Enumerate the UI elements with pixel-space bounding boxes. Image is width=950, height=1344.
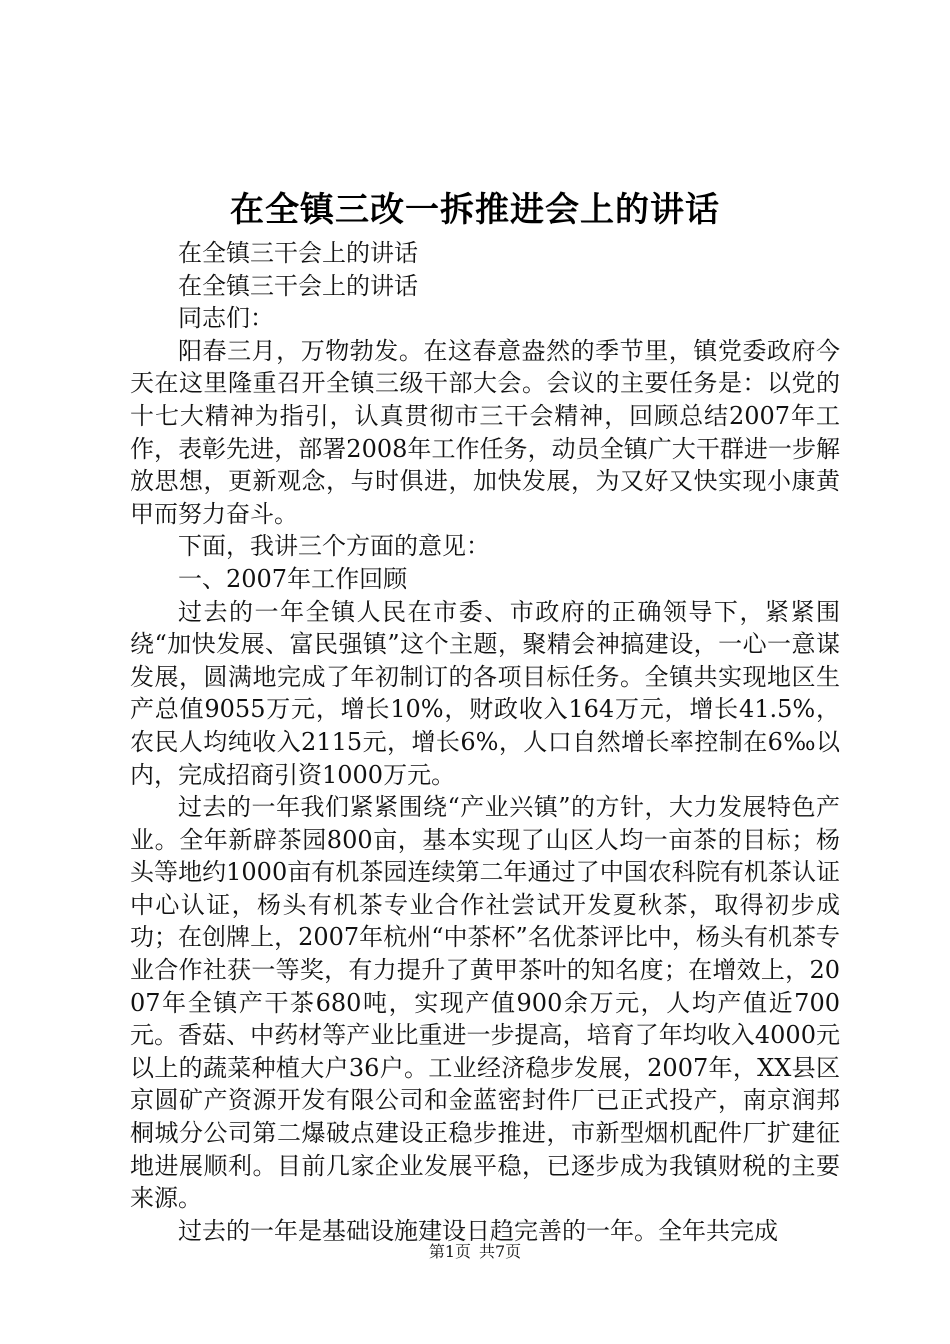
paragraph-salutation: 同志们： bbox=[178, 304, 274, 333]
paragraph-review-industry: 过去的一年我们紧紧围绕“产业兴镇”的方针，大力发展特色产业。全年新辟茶园800亩，基本实现了山区人均一亩茶的目标；杨头等地约1000亩有机茶园连续第二年通过了中国农科院有机茶认证中心认证，杨头有机茶专业合作社尝试开发夏秋茶，取得初步成功；在创牌上，2007年杭州“中茶杯”名优茶评比中，杨头有机茶专业合作社获一等奖，有力提升了黄甲茶叶的知名度；在增效上，2007年全镇产干茶680吨，实现产值900余万元，人均产值近700元。香菇、中药材等产业比重进一步提高，培育了年均收入4000元以上的蔬菜种植大户36户。工业经济稳步发展，2007年，XX县区京圆矿产资源开发有限公司和金蓝密封件厂已正式投产，南京润邦桐城分公司第二爆破点建设正稳步推进，市新型烟机配件厂扩建征地进展顺利。目前几家企业发展平稳，已逐步成为我镇财税的主要来源。 bbox=[130, 793, 840, 1213]
section-heading-1: 一、2007年工作回顾 bbox=[178, 564, 408, 593]
document-body bbox=[130, 237, 840, 1247]
paragraph-outline: 下面，我讲三个方面的意见： bbox=[178, 532, 490, 561]
document-title: 在全镇三改一拆推进会上的讲话 bbox=[230, 190, 720, 230]
paragraph-review-infrastructure: 过去的一年是基础设施建设日趋完善的一年。全年共完成 bbox=[178, 1216, 778, 1245]
page-total: 共7页 bbox=[479, 1242, 522, 1261]
paragraph-opening: 阳春三月，万物勃发。在这春意盎然的季节里，镇党委政府今天在这里隆重召开全镇三级干部大会。会议的主要任务是：以党的十七大精神为指引，认真贯彻市三干会精神，回顾总结2007年工作，表彰先进，部署2008年工作任务，动员全镇广大干群进一步解放思想，更新观念，与时俱进，加快发展，为又好又快实现小康黄甲而努力奋斗。 bbox=[130, 336, 840, 528]
paragraph-subtitle-1: 在全镇三干会上的讲话 bbox=[178, 239, 418, 267]
paragraph-review-overview: 过去的一年全镇人民在市委、市政府的正确领导下，紧紧围绕“加快发展、富民强镇”这个主题，聚精会神搞建设，一心一意谋发展，圆满地完成了年初制订的各项目标任务。全镇共实现地区生产总值9055万元，增长10%，财政收入164万元，增长41.5%，农民人均纯收入2115元，增长6%，人口自然增长率控制在6‰以内，完成招商引资1000万元。 bbox=[130, 597, 840, 789]
page-number: 第1页 bbox=[428, 1242, 471, 1261]
page-footer bbox=[0, 1241, 950, 1263]
paragraph-subtitle-2: 在全镇三干会上的讲话 bbox=[178, 271, 418, 300]
